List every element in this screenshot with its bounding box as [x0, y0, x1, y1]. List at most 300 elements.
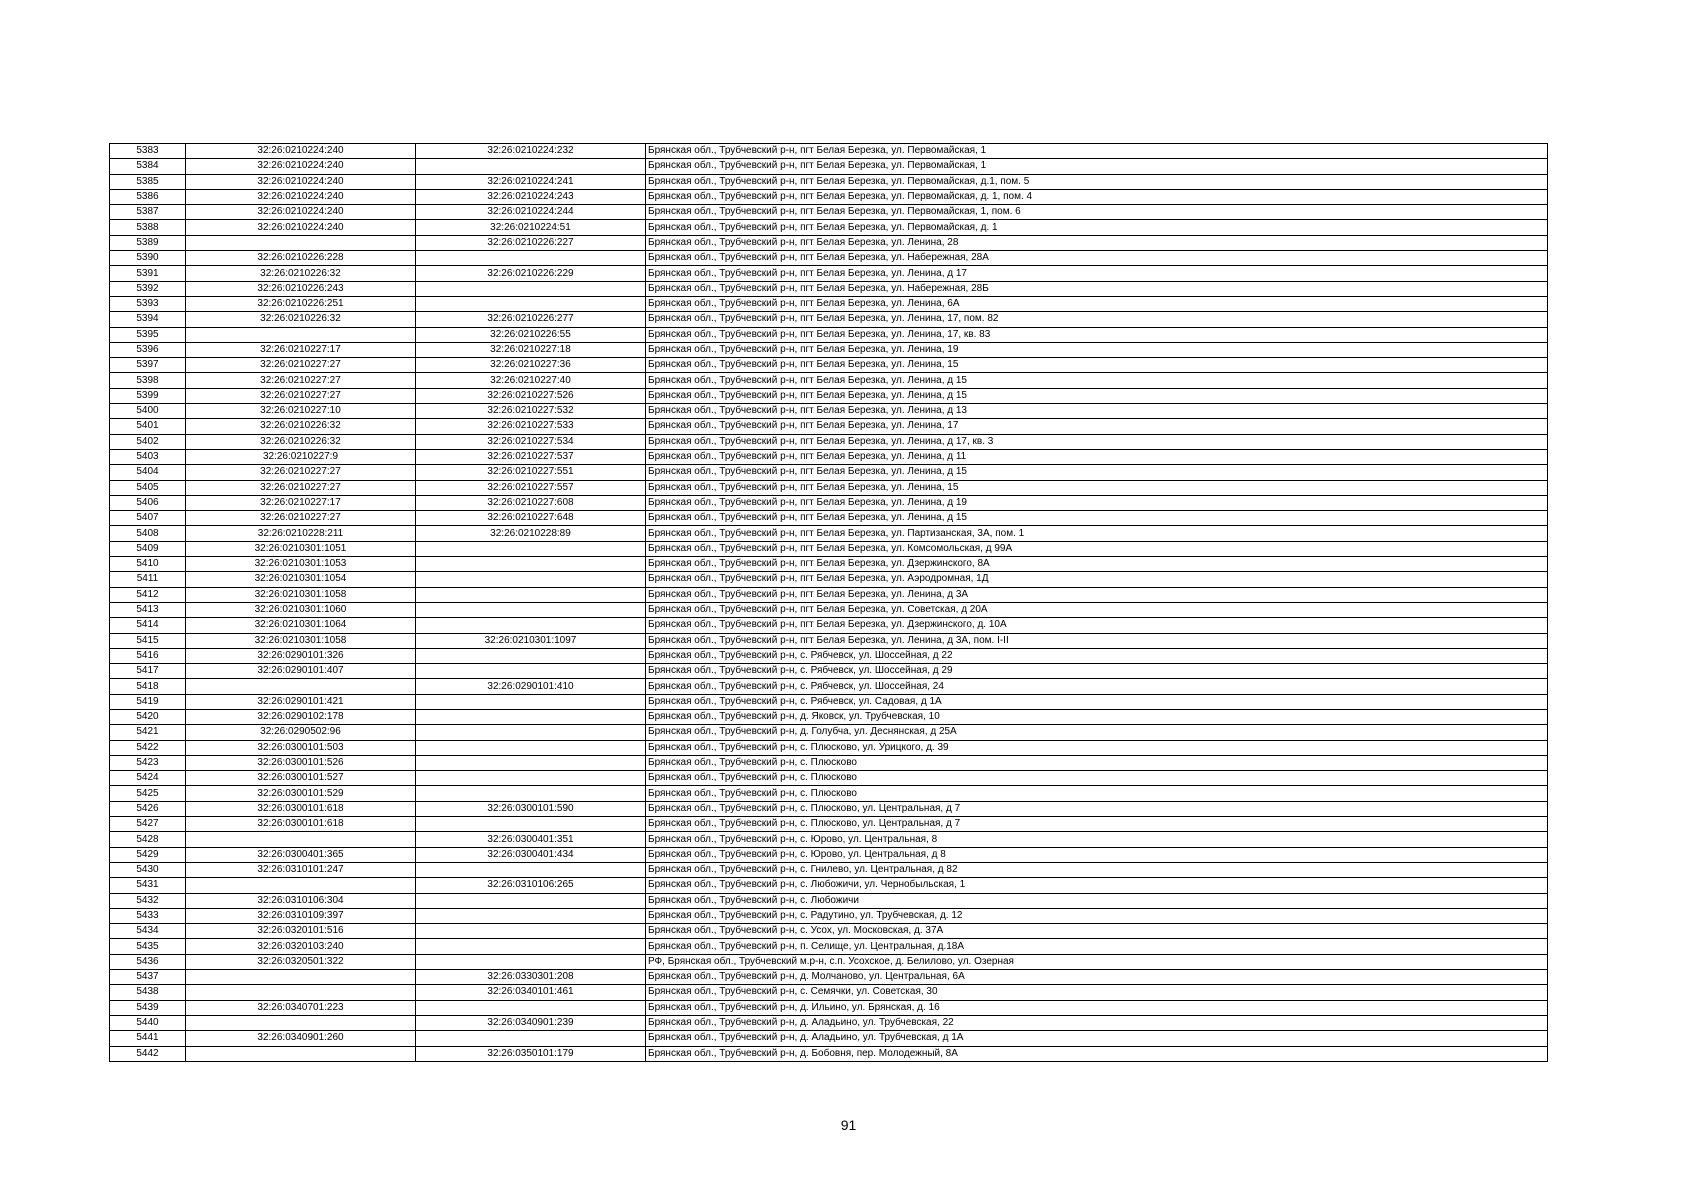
- cadastral-number-parcel-cell: 32:26:0210224:240: [186, 144, 416, 159]
- cadastral-number-parcel-cell: [186, 970, 416, 985]
- cadastral-number-parcel-cell: 32:26:0210227:27: [186, 358, 416, 373]
- address-cell: РФ, Брянская обл., Трубчевский м.р-н, с.п. Усохское, д. Белилово, ул. Озерная: [646, 954, 1548, 969]
- address-cell: Брянская обл., Трубчевский р-н, пгт Белая Березка, ул. Ленина, 17: [646, 419, 1548, 434]
- cadastral-number-object-cell: [416, 618, 646, 633]
- address-cell: Брянская обл., Трубчевский р-н, д. Бобовня, пер. Молодежный, 8А: [646, 1046, 1548, 1061]
- cadastral-number-parcel-cell: 32:26:0210224:240: [186, 189, 416, 204]
- table-row: [110, 908, 1548, 923]
- cadastral-number-object-cell: [416, 1000, 646, 1015]
- cadastral-number-parcel-cell: 32:26:0210224:240: [186, 174, 416, 189]
- address-cell: Брянская обл., Трубчевский р-н, с. Радутино, ул. Трубчевская, д. 12: [646, 908, 1548, 923]
- row-number-cell: 5392: [110, 281, 186, 296]
- cadastral-number-parcel-cell: 32:26:0320103:240: [186, 939, 416, 954]
- table-row: [110, 296, 1548, 311]
- table-row: [110, 1000, 1548, 1015]
- row-number-cell: 5387: [110, 205, 186, 220]
- row-number-cell: 5405: [110, 480, 186, 495]
- cadastral-number-object-cell: 32:26:0210227:40: [416, 373, 646, 388]
- address-cell: Брянская обл., Трубчевский р-н, пгт Белая Березка, ул. Ленина, 28: [646, 235, 1548, 250]
- table-row: [110, 220, 1548, 235]
- cadastral-number-object-cell: [416, 557, 646, 572]
- row-number-cell: 5422: [110, 740, 186, 755]
- row-number-cell: 5434: [110, 924, 186, 939]
- cadastral-number-object-cell: 32:26:0210226:227: [416, 235, 646, 250]
- address-cell: Брянская обл., Трубчевский р-н, пгт Белая Березка, ул. Ленина, д 15: [646, 465, 1548, 480]
- cadastral-number-object-cell: 32:26:0210224:241: [416, 174, 646, 189]
- cadastral-number-parcel-cell: 32:26:0210227:27: [186, 373, 416, 388]
- address-cell: Брянская обл., Трубчевский р-н, пгт Белая Березка, ул. Ленина, 15: [646, 480, 1548, 495]
- table-row: [110, 251, 1548, 266]
- address-cell: Брянская обл., Трубчевский р-н, д. Молчаново, ул. Центральная, 6А: [646, 970, 1548, 985]
- address-cell: Брянская обл., Трубчевский р-н, пгт Белая Березка, ул. Набережная, 28Б: [646, 281, 1548, 296]
- cadastral-number-parcel-cell: 32:26:0210301:1064: [186, 618, 416, 633]
- table-row: [110, 511, 1548, 526]
- row-number-cell: 5397: [110, 358, 186, 373]
- address-cell: Брянская обл., Трубчевский р-н, пгт Белая Березка, ул. Дзержинского, 8А: [646, 557, 1548, 572]
- row-number-cell: 5430: [110, 862, 186, 877]
- cadastral-number-object-cell: [416, 572, 646, 587]
- row-number-cell: 5409: [110, 541, 186, 556]
- cadastral-number-object-cell: 32:26:0210227:537: [416, 449, 646, 464]
- address-cell: Брянская обл., Трубчевский р-н, пгт Белая Березка, ул. Ленина, д 3А, пом. I-II: [646, 633, 1548, 648]
- cadastral-number-parcel-cell: 32:26:0300101:618: [186, 817, 416, 832]
- cadastral-number-parcel-cell: 32:26:0210227:17: [186, 342, 416, 357]
- cadastral-number-parcel-cell: 32:26:0300101:503: [186, 740, 416, 755]
- table-row: [110, 235, 1548, 250]
- row-number-cell: 5440: [110, 1015, 186, 1030]
- row-number-cell: 5425: [110, 786, 186, 801]
- cadastral-number-object-cell: [416, 908, 646, 923]
- row-number-cell: 5385: [110, 174, 186, 189]
- cadastral-number-object-cell: [416, 924, 646, 939]
- cadastral-number-object-cell: [416, 817, 646, 832]
- cadastral-number-object-cell: [416, 602, 646, 617]
- cadastral-number-object-cell: [416, 939, 646, 954]
- row-number-cell: 5432: [110, 893, 186, 908]
- row-number-cell: 5408: [110, 526, 186, 541]
- row-number-cell: 5428: [110, 832, 186, 847]
- address-cell: Брянская обл., Трубчевский р-н, пгт Белая Березка, ул. Ленина, 15: [646, 358, 1548, 373]
- cadastral-number-parcel-cell: 32:26:0290101:407: [186, 664, 416, 679]
- cadastral-number-parcel-cell: 32:26:0210226:228: [186, 251, 416, 266]
- row-number-cell: 5393: [110, 296, 186, 311]
- table-row: [110, 755, 1548, 770]
- cadastral-number-parcel-cell: 32:26:0210228:211: [186, 526, 416, 541]
- table-row: [110, 985, 1548, 1000]
- row-number-cell: 5386: [110, 189, 186, 204]
- row-number-cell: 5400: [110, 404, 186, 419]
- address-cell: Брянская обл., Трубчевский р-н, д. Ильино, ул. Брянская, д. 16: [646, 1000, 1548, 1015]
- address-cell: Брянская обл., Трубчевский р-н, с. Плюсково: [646, 755, 1548, 770]
- address-cell: Брянская обл., Трубчевский р-н, пгт Белая Березка, ул. Ленина, д 15: [646, 388, 1548, 403]
- address-cell: Брянская обл., Трубчевский р-н, с. Рябчевск, ул. Шоссейная, д 29: [646, 664, 1548, 679]
- table-row: [110, 648, 1548, 663]
- cadastral-number-object-cell: [416, 725, 646, 740]
- cadastral-number-object-cell: 32:26:0210227:533: [416, 419, 646, 434]
- table-row: [110, 1015, 1548, 1030]
- address-cell: Брянская обл., Трубчевский р-н, с. Рябчевск, ул. Шоссейная, 24: [646, 679, 1548, 694]
- row-number-cell: 5389: [110, 235, 186, 250]
- table-row: [110, 419, 1548, 434]
- address-cell: Брянская обл., Трубчевский р-н, пгт Белая Березка, ул. Ленина, д 11: [646, 449, 1548, 464]
- row-number-cell: 5437: [110, 970, 186, 985]
- row-number-cell: 5388: [110, 220, 186, 235]
- cadastral-number-parcel-cell: 32:26:0210301:1060: [186, 602, 416, 617]
- address-cell: Брянская обл., Трубчевский р-н, пгт Белая Березка, ул. Дзержинского, д. 10А: [646, 618, 1548, 633]
- cadastral-number-object-cell: [416, 281, 646, 296]
- cadastral-number-object-cell: [416, 664, 646, 679]
- row-number-cell: 5442: [110, 1046, 186, 1061]
- row-number-cell: 5420: [110, 709, 186, 724]
- cadastral-number-parcel-cell: 32:26:0210226:32: [186, 419, 416, 434]
- address-cell: Брянская обл., Трубчевский р-н, пгт Белая Березка, ул. Ленина, д 15: [646, 373, 1548, 388]
- row-number-cell: 5399: [110, 388, 186, 403]
- cadastral-number-parcel-cell: [186, 1046, 416, 1061]
- table-row: [110, 342, 1548, 357]
- cadastral-number-parcel-cell: [186, 985, 416, 1000]
- table-row: [110, 893, 1548, 908]
- cadastral-number-object-cell: 32:26:0210224:51: [416, 220, 646, 235]
- address-cell: Брянская обл., Трубчевский р-н, с. Семячки, ул. Советская, 30: [646, 985, 1548, 1000]
- table-row: [110, 144, 1548, 159]
- cadastral-number-object-cell: 32:26:0340101:461: [416, 985, 646, 1000]
- cadastral-number-parcel-cell: 32:26:0210301:1054: [186, 572, 416, 587]
- address-cell: Брянская обл., Трубчевский р-н, пгт Белая Березка, ул. Первомайская, 1, пом. 6: [646, 205, 1548, 220]
- table-row: [110, 159, 1548, 174]
- row-number-cell: 5403: [110, 449, 186, 464]
- table-row: [110, 358, 1548, 373]
- cadastral-number-parcel-cell: 32:26:0290502:96: [186, 725, 416, 740]
- table-row: [110, 725, 1548, 740]
- cadastral-number-parcel-cell: 32:26:0340701:223: [186, 1000, 416, 1015]
- table-row: [110, 388, 1548, 403]
- cadastral-number-object-cell: 32:26:0340901:239: [416, 1015, 646, 1030]
- cadastral-number-parcel-cell: 32:26:0310106:304: [186, 893, 416, 908]
- address-cell: Брянская обл., Трубчевский р-н, пгт Белая Березка, ул. Ленина, 19: [646, 342, 1548, 357]
- cadastral-number-object-cell: [416, 954, 646, 969]
- row-number-cell: 5410: [110, 557, 186, 572]
- table-row: [110, 618, 1548, 633]
- table-row: [110, 495, 1548, 510]
- address-cell: Брянская обл., Трубчевский р-н, пгт Белая Березка, ул. Первомайская, 1: [646, 144, 1548, 159]
- address-cell: Брянская обл., Трубчевский р-н, пгт Белая Березка, ул. Первомайская, д. 1, пом. 4: [646, 189, 1548, 204]
- cadastral-number-object-cell: 32:26:0210227:36: [416, 358, 646, 373]
- table-row: [110, 664, 1548, 679]
- address-cell: Брянская обл., Трубчевский р-н, пгт Белая Березка, ул. Первомайская, 1: [646, 159, 1548, 174]
- table-row: [110, 694, 1548, 709]
- property-table: [109, 143, 1548, 1062]
- cadastral-number-parcel-cell: 32:26:0210301:1053: [186, 557, 416, 572]
- cadastral-number-parcel-cell: 32:26:0300101:529: [186, 786, 416, 801]
- table-row: [110, 970, 1548, 985]
- row-number-cell: 5391: [110, 266, 186, 281]
- address-cell: Брянская обл., Трубчевский р-н, с. Рябчевск, ул. Садовая, д 1А: [646, 694, 1548, 709]
- table-row: [110, 954, 1548, 969]
- address-cell: Брянская обл., Трубчевский р-н, с. Юрово, ул. Центральная, 8: [646, 832, 1548, 847]
- cadastral-number-object-cell: 32:26:0290101:410: [416, 679, 646, 694]
- cadastral-number-object-cell: [416, 786, 646, 801]
- cadastral-number-object-cell: 32:26:0210226:229: [416, 266, 646, 281]
- table-row: [110, 924, 1548, 939]
- row-number-cell: 5416: [110, 648, 186, 663]
- cadastral-number-parcel-cell: 32:26:0310109:397: [186, 908, 416, 923]
- row-number-cell: 5383: [110, 144, 186, 159]
- cadastral-number-parcel-cell: 32:26:0210226:32: [186, 312, 416, 327]
- address-cell: Брянская обл., Трубчевский р-н, пгт Белая Березка, ул. Советская, д 20А: [646, 602, 1548, 617]
- address-cell: Брянская обл., Трубчевский р-н, с. Плюсково: [646, 771, 1548, 786]
- row-number-cell: 5421: [110, 725, 186, 740]
- table-row: [110, 465, 1548, 480]
- address-cell: Брянская обл., Трубчевский р-н, с. Любожичи, ул. Чернобыльская, 1: [646, 878, 1548, 893]
- table-row: [110, 801, 1548, 816]
- address-cell: Брянская обл., Трубчевский р-н, пгт Белая Березка, ул. Ленина, д 3А: [646, 587, 1548, 602]
- cadastral-number-parcel-cell: 32:26:0210227:27: [186, 511, 416, 526]
- row-number-cell: 5396: [110, 342, 186, 357]
- table-row: [110, 557, 1548, 572]
- row-number-cell: 5414: [110, 618, 186, 633]
- cadastral-number-object-cell: 32:26:0310106:265: [416, 878, 646, 893]
- row-number-cell: 5415: [110, 633, 186, 648]
- address-cell: Брянская обл., Трубчевский р-н, с. Рябчевск, ул. Шоссейная, д 22: [646, 648, 1548, 663]
- address-cell: Брянская обл., Трубчевский р-н, с. Гнилево, ул. Центральная, д 82: [646, 862, 1548, 877]
- address-cell: Брянская обл., Трубчевский р-н, пгт Белая Березка, ул. Первомайская, д. 1: [646, 220, 1548, 235]
- row-number-cell: 5435: [110, 939, 186, 954]
- cadastral-number-object-cell: [416, 709, 646, 724]
- cadastral-number-object-cell: 32:26:0210227:526: [416, 388, 646, 403]
- address-cell: Брянская обл., Трубчевский р-н, пгт Белая Березка, ул. Аэродромная, 1Д: [646, 572, 1548, 587]
- table-row: [110, 266, 1548, 281]
- cadastral-number-object-cell: 32:26:0350101:179: [416, 1046, 646, 1061]
- table-row: [110, 862, 1548, 877]
- table-row: [110, 174, 1548, 189]
- table-row: [110, 679, 1548, 694]
- cadastral-number-object-cell: 32:26:0210227:608: [416, 495, 646, 510]
- table-row: [110, 327, 1548, 342]
- cadastral-number-object-cell: 32:26:0210301:1097: [416, 633, 646, 648]
- table-row: [110, 373, 1548, 388]
- cadastral-number-parcel-cell: [186, 878, 416, 893]
- table-row: [110, 404, 1548, 419]
- cadastral-number-object-cell: [416, 771, 646, 786]
- row-number-cell: 5431: [110, 878, 186, 893]
- cadastral-number-object-cell: [416, 1031, 646, 1046]
- table-row: [110, 541, 1548, 556]
- table-row: [110, 205, 1548, 220]
- row-number-cell: 5424: [110, 771, 186, 786]
- cadastral-number-parcel-cell: 32:26:0210224:240: [186, 159, 416, 174]
- cadastral-number-object-cell: 32:26:0210224:243: [416, 189, 646, 204]
- cadastral-number-parcel-cell: 32:26:0340901:260: [186, 1031, 416, 1046]
- cadastral-number-parcel-cell: 32:26:0300101:526: [186, 755, 416, 770]
- row-number-cell: 5384: [110, 159, 186, 174]
- address-cell: Брянская обл., Трубчевский р-н, д. Аладьино, ул. Трубчевская, 22: [646, 1015, 1548, 1030]
- address-cell: Брянская обл., Трубчевский р-н, пгт Белая Березка, ул. Первомайская, д.1, пом. 5: [646, 174, 1548, 189]
- cadastral-number-parcel-cell: 32:26:0210226:251: [186, 296, 416, 311]
- cadastral-number-object-cell: 32:26:0210226:55: [416, 327, 646, 342]
- row-number-cell: 5418: [110, 679, 186, 694]
- row-number-cell: 5429: [110, 847, 186, 862]
- cadastral-number-object-cell: 32:26:0210227:534: [416, 434, 646, 449]
- row-number-cell: 5401: [110, 419, 186, 434]
- table-row: [110, 281, 1548, 296]
- row-number-cell: 5419: [110, 694, 186, 709]
- cadastral-number-object-cell: 32:26:0210224:232: [416, 144, 646, 159]
- cadastral-number-parcel-cell: 32:26:0210227:27: [186, 480, 416, 495]
- cadastral-number-parcel-cell: 32:26:0210301:1058: [186, 633, 416, 648]
- cadastral-number-object-cell: [416, 541, 646, 556]
- row-number-cell: 5441: [110, 1031, 186, 1046]
- cadastral-number-parcel-cell: 32:26:0300101:618: [186, 801, 416, 816]
- cadastral-number-parcel-cell: [186, 327, 416, 342]
- cadastral-number-object-cell: 32:26:0210227:648: [416, 511, 646, 526]
- address-cell: Брянская обл., Трубчевский р-н, пгт Белая Березка, ул. Комсомольская, д 99А: [646, 541, 1548, 556]
- table-row: [110, 1031, 1548, 1046]
- cadastral-number-parcel-cell: 32:26:0290102:178: [186, 709, 416, 724]
- address-cell: Брянская обл., Трубчевский р-н, с. Юрово, ул. Центральная, д 8: [646, 847, 1548, 862]
- table-body: [110, 144, 1548, 1062]
- address-cell: Брянская обл., Трубчевский р-н, пгт Белая Березка, ул. Ленина, д 13: [646, 404, 1548, 419]
- cadastral-number-parcel-cell: 32:26:0210301:1051: [186, 541, 416, 556]
- cadastral-number-object-cell: 32:26:0300101:590: [416, 801, 646, 816]
- cadastral-number-object-cell: 32:26:0210227:532: [416, 404, 646, 419]
- cadastral-number-parcel-cell: 32:26:0310101:247: [186, 862, 416, 877]
- cadastral-number-parcel-cell: 32:26:0210227:17: [186, 495, 416, 510]
- cadastral-number-object-cell: 32:26:0210227:18: [416, 342, 646, 357]
- cadastral-number-object-cell: [416, 251, 646, 266]
- address-cell: Брянская обл., Трубчевский р-н, пгт Белая Березка, ул. Ленина, д 17, кв. 3: [646, 434, 1548, 449]
- address-cell: Брянская обл., Трубчевский р-н, п. Селище, ул. Центральная, д.18А: [646, 939, 1548, 954]
- address-cell: Брянская обл., Трубчевский р-н, с. Плюсково, ул. Урицкого, д. 39: [646, 740, 1548, 755]
- row-number-cell: 5426: [110, 801, 186, 816]
- table-row: [110, 434, 1548, 449]
- row-number-cell: 5427: [110, 817, 186, 832]
- table-row: [110, 189, 1548, 204]
- row-number-cell: 5402: [110, 434, 186, 449]
- row-number-cell: 5390: [110, 251, 186, 266]
- address-cell: Брянская обл., Трубчевский р-н, пгт Белая Березка, ул. Ленина, д 15: [646, 511, 1548, 526]
- cadastral-number-object-cell: [416, 694, 646, 709]
- cadastral-number-parcel-cell: 32:26:0210224:240: [186, 220, 416, 235]
- row-number-cell: 5412: [110, 587, 186, 602]
- table-row: [110, 817, 1548, 832]
- cadastral-number-object-cell: 32:26:0210228:89: [416, 526, 646, 541]
- cadastral-number-parcel-cell: [186, 235, 416, 250]
- cadastral-number-parcel-cell: [186, 1015, 416, 1030]
- address-cell: Брянская обл., Трубчевский р-н, пгт Белая Березка, ул. Ленина, д 19: [646, 495, 1548, 510]
- table-row: [110, 709, 1548, 724]
- row-number-cell: 5398: [110, 373, 186, 388]
- cadastral-number-parcel-cell: 32:26:0210227:10: [186, 404, 416, 419]
- address-cell: Брянская обл., Трубчевский р-н, с. Плюсково: [646, 786, 1548, 801]
- table-row: [110, 740, 1548, 755]
- row-number-cell: 5411: [110, 572, 186, 587]
- cadastral-number-object-cell: 32:26:0210224:244: [416, 205, 646, 220]
- row-number-cell: 5438: [110, 985, 186, 1000]
- row-number-cell: 5436: [110, 954, 186, 969]
- cadastral-number-parcel-cell: 32:26:0210226:32: [186, 434, 416, 449]
- cadastral-number-parcel-cell: 32:26:0210227:9: [186, 449, 416, 464]
- cadastral-number-object-cell: [416, 755, 646, 770]
- row-number-cell: 5423: [110, 755, 186, 770]
- cadastral-number-object-cell: 32:26:0300401:434: [416, 847, 646, 862]
- cadastral-number-parcel-cell: 32:26:0320101:516: [186, 924, 416, 939]
- address-cell: Брянская обл., Трубчевский р-н, с. Усох, ул. Московская, д. 37А: [646, 924, 1548, 939]
- row-number-cell: 5407: [110, 511, 186, 526]
- cadastral-number-parcel-cell: 32:26:0210227:27: [186, 388, 416, 403]
- table-row: [110, 572, 1548, 587]
- table-row: [110, 771, 1548, 786]
- cadastral-number-object-cell: 32:26:0210226:277: [416, 312, 646, 327]
- cadastral-number-parcel-cell: 32:26:0210224:240: [186, 205, 416, 220]
- page-number: 91: [840, 1117, 857, 1133]
- cadastral-number-parcel-cell: 32:26:0290101:421: [186, 694, 416, 709]
- cadastral-number-object-cell: [416, 648, 646, 663]
- row-number-cell: 5439: [110, 1000, 186, 1015]
- address-cell: Брянская обл., Трубчевский р-н, пгт Белая Березка, ул. Ленина, 17, кв. 83: [646, 327, 1548, 342]
- address-cell: Брянская обл., Трубчевский р-н, пгт Белая Березка, ул. Ленина, д 17: [646, 266, 1548, 281]
- cadastral-number-parcel-cell: 32:26:0210227:27: [186, 465, 416, 480]
- address-cell: Брянская обл., Трубчевский р-н, д. Аладьино, ул. Трубчевская, д 1А: [646, 1031, 1548, 1046]
- address-cell: Брянская обл., Трубчевский р-н, с. Плюсково, ул. Центральная, д 7: [646, 817, 1548, 832]
- cadastral-number-object-cell: 32:26:0210227:551: [416, 465, 646, 480]
- table-row: [110, 939, 1548, 954]
- address-cell: Брянская обл., Трубчевский р-н, д. Яковск, ул. Трубчевская, 10: [646, 709, 1548, 724]
- address-cell: Брянская обл., Трубчевский р-н, с. Плюсково, ул. Центральная, д 7: [646, 801, 1548, 816]
- table-row: [110, 633, 1548, 648]
- cadastral-number-object-cell: [416, 862, 646, 877]
- row-number-cell: 5404: [110, 465, 186, 480]
- row-number-cell: 5406: [110, 495, 186, 510]
- table-row: [110, 878, 1548, 893]
- cadastral-number-object-cell: 32:26:0330301:208: [416, 970, 646, 985]
- row-number-cell: 5395: [110, 327, 186, 342]
- cadastral-number-object-cell: [416, 740, 646, 755]
- table-row: [110, 602, 1548, 617]
- cadastral-number-parcel-cell: 32:26:0300101:527: [186, 771, 416, 786]
- cadastral-number-parcel-cell: 32:26:0290101:326: [186, 648, 416, 663]
- cadastral-number-parcel-cell: 32:26:0210301:1058: [186, 587, 416, 602]
- cadastral-number-parcel-cell: [186, 679, 416, 694]
- table-row: [110, 832, 1548, 847]
- cadastral-number-parcel-cell: 32:26:0210226:243: [186, 281, 416, 296]
- row-number-cell: 5413: [110, 602, 186, 617]
- address-cell: Брянская обл., Трубчевский р-н, пгт Белая Березка, ул. Ленина, 17, пом. 82: [646, 312, 1548, 327]
- cadastral-number-object-cell: [416, 159, 646, 174]
- table-row: [110, 587, 1548, 602]
- address-cell: Брянская обл., Трубчевский р-н, с. Любожичи: [646, 893, 1548, 908]
- address-cell: Брянская обл., Трубчевский р-н, пгт Белая Березка, ул. Набережная, 28А: [646, 251, 1548, 266]
- row-number-cell: 5417: [110, 664, 186, 679]
- cadastral-number-parcel-cell: 32:26:0320501:322: [186, 954, 416, 969]
- address-cell: Брянская обл., Трубчевский р-н, пгт Белая Березка, ул. Партизанская, 3А, пом. 1: [646, 526, 1548, 541]
- table-row: [110, 786, 1548, 801]
- table-row: [110, 312, 1548, 327]
- cadastral-number-parcel-cell: 32:26:0210226:32: [186, 266, 416, 281]
- cadastral-number-object-cell: 32:26:0210227:557: [416, 480, 646, 495]
- address-cell: Брянская обл., Трубчевский р-н, д. Голубча, ул. Деснянская, д 25А: [646, 725, 1548, 740]
- cadastral-number-object-cell: [416, 893, 646, 908]
- cadastral-number-parcel-cell: 32:26:0300401:365: [186, 847, 416, 862]
- table-row: [110, 480, 1548, 495]
- table-row: [110, 847, 1548, 862]
- table-row: [110, 1046, 1548, 1061]
- cadastral-number-parcel-cell: [186, 832, 416, 847]
- table-row: [110, 526, 1548, 541]
- table-row: [110, 449, 1548, 464]
- cadastral-number-object-cell: [416, 296, 646, 311]
- address-cell: Брянская обл., Трубчевский р-н, пгт Белая Березка, ул. Ленина, 6А: [646, 296, 1548, 311]
- cadastral-number-object-cell: 32:26:0300401:351: [416, 832, 646, 847]
